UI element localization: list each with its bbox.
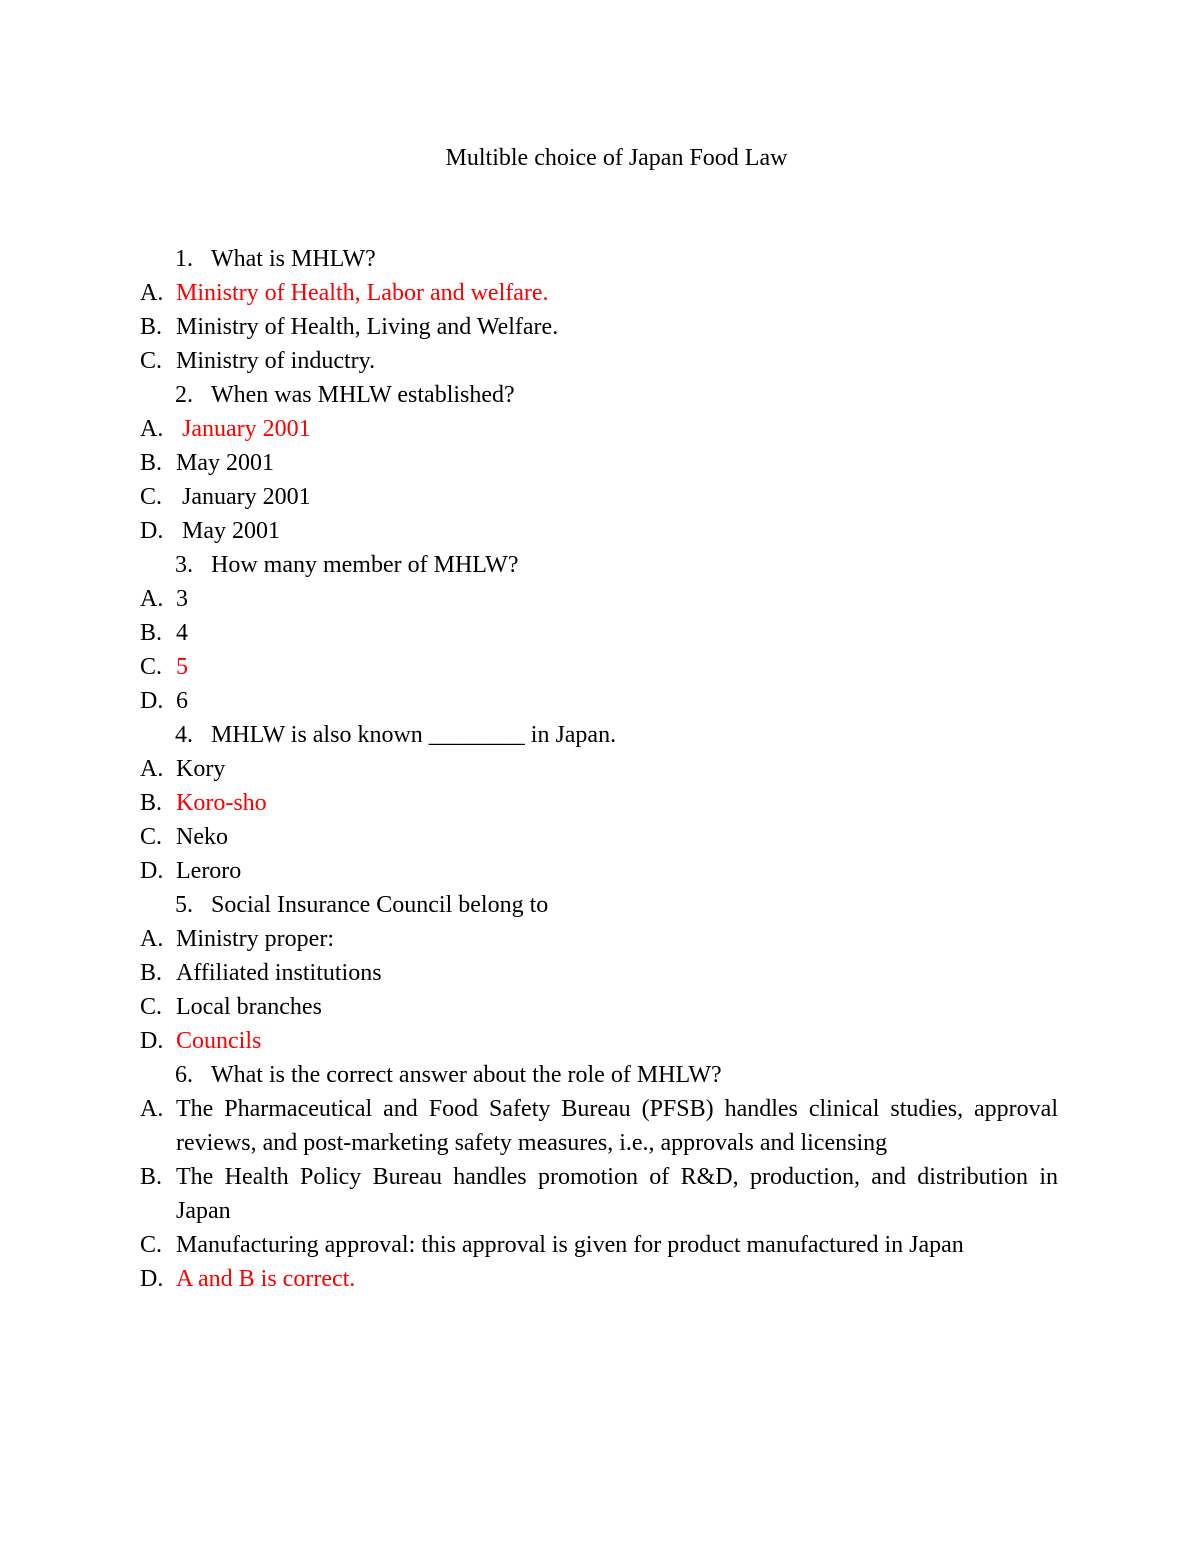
option-letter: D. — [140, 1028, 164, 1054]
option-4d — [140, 854, 1058, 888]
question-number: 2. — [175, 382, 193, 408]
option-text: A and B is correct. — [176, 1266, 356, 1292]
option-text: The Pharmaceutical and Food Safety Bureau (PFSB) handles clinical studies, approval reviews, and post-marketing safety measures, i.e., approvals and licensing — [176, 1096, 1058, 1156]
question-text: What is the correct answer about the role of MHLW? — [211, 1062, 722, 1088]
option-letter: A. — [140, 416, 164, 442]
option-letter: A. — [140, 926, 164, 952]
document-title: Multible choice of Japan Food Law — [445, 145, 788, 171]
question-text: Social Insurance Council belong to — [211, 892, 549, 918]
option-letter: D. — [140, 518, 164, 544]
question-5 — [140, 888, 1058, 922]
option-letter: A. — [140, 756, 164, 782]
option-letter: B. — [140, 450, 163, 476]
option-text: Neko — [176, 824, 228, 850]
option-letter: B. — [140, 960, 163, 986]
question-list — [140, 242, 1058, 1296]
option-1b — [140, 310, 1058, 344]
option-text: Councils — [176, 1028, 262, 1054]
option-text: January 2001 — [176, 484, 311, 510]
question-number: 6. — [175, 1062, 193, 1088]
question-text: How many member of MHLW? — [211, 552, 519, 578]
question-2 — [140, 378, 1058, 412]
option-text: 6 — [176, 688, 188, 714]
question-1 — [140, 242, 1058, 276]
question-number: 3. — [175, 552, 193, 578]
option-text: Kory — [176, 756, 226, 782]
question-number: 4. — [175, 722, 193, 748]
option-6b — [140, 1160, 1058, 1228]
option-2b — [140, 446, 1058, 480]
option-letter: B. — [140, 1164, 163, 1190]
option-letter: C. — [140, 484, 163, 510]
option-3c — [140, 650, 1058, 684]
option-letter: A. — [140, 280, 164, 306]
option-letter: B. — [140, 620, 163, 646]
option-text: May 2001 — [176, 518, 280, 544]
option-4b — [140, 786, 1058, 820]
option-text: 3 — [176, 586, 188, 612]
question-text: What is MHLW? — [211, 246, 376, 272]
option-letter: C. — [140, 824, 163, 850]
option-6c — [140, 1228, 1058, 1262]
option-letter: C. — [140, 1232, 163, 1258]
option-text: Ministry of Health, Living and Welfare. — [176, 314, 559, 340]
option-letter: A. — [140, 586, 164, 612]
option-text: May 2001 — [176, 450, 274, 476]
option-text: Koro-sho — [176, 790, 267, 816]
option-2a — [140, 412, 1058, 446]
option-1a — [140, 276, 1058, 310]
option-text: The Health Policy Bureau handles promotion of R&D, production, and distribution in Japan — [176, 1164, 1058, 1224]
question-number: 5. — [175, 892, 193, 918]
option-text: Ministry of Health, Labor and welfare. — [176, 280, 549, 306]
option-letter: D. — [140, 1266, 164, 1292]
option-1c — [140, 344, 1058, 378]
option-letter: B. — [140, 790, 163, 816]
option-text: Ministry proper: — [176, 926, 334, 952]
option-text: January 2001 — [176, 416, 311, 442]
option-letter: C. — [140, 654, 163, 680]
question-3 — [140, 548, 1058, 582]
question-6 — [140, 1058, 1058, 1092]
option-6d — [140, 1262, 1058, 1296]
option-letter: D. — [140, 688, 164, 714]
question-4 — [140, 718, 1058, 752]
option-text: Manufacturing approval: this approval is given for product manufactured in Japan — [176, 1232, 964, 1258]
option-letter: D. — [140, 858, 164, 884]
option-5a — [140, 922, 1058, 956]
option-letter: B. — [140, 314, 163, 340]
option-2d — [140, 514, 1058, 548]
option-text: Ministry of inductry. — [176, 348, 376, 374]
option-text: 4 — [176, 620, 188, 646]
option-3b — [140, 616, 1058, 650]
question-text: MHLW is also known ________ in Japan. — [211, 722, 617, 748]
question-text: When was MHLW established? — [211, 382, 515, 408]
option-letter: C. — [140, 994, 163, 1020]
option-letter: A. — [140, 1096, 164, 1122]
option-text: Affiliated institutions — [176, 960, 382, 986]
option-letter: C. — [140, 348, 163, 374]
option-3a — [140, 582, 1058, 616]
option-text: Leroro — [176, 858, 242, 884]
option-text: 5 — [176, 654, 188, 680]
option-3d — [140, 684, 1058, 718]
option-2c — [140, 480, 1058, 514]
option-5b — [140, 956, 1058, 990]
option-4c — [140, 820, 1058, 854]
option-4a — [140, 752, 1058, 786]
question-number: 1. — [175, 246, 193, 272]
option-5c — [140, 990, 1058, 1024]
option-text: Local branches — [176, 994, 322, 1020]
option-5d — [140, 1024, 1058, 1058]
option-6a — [140, 1092, 1058, 1160]
